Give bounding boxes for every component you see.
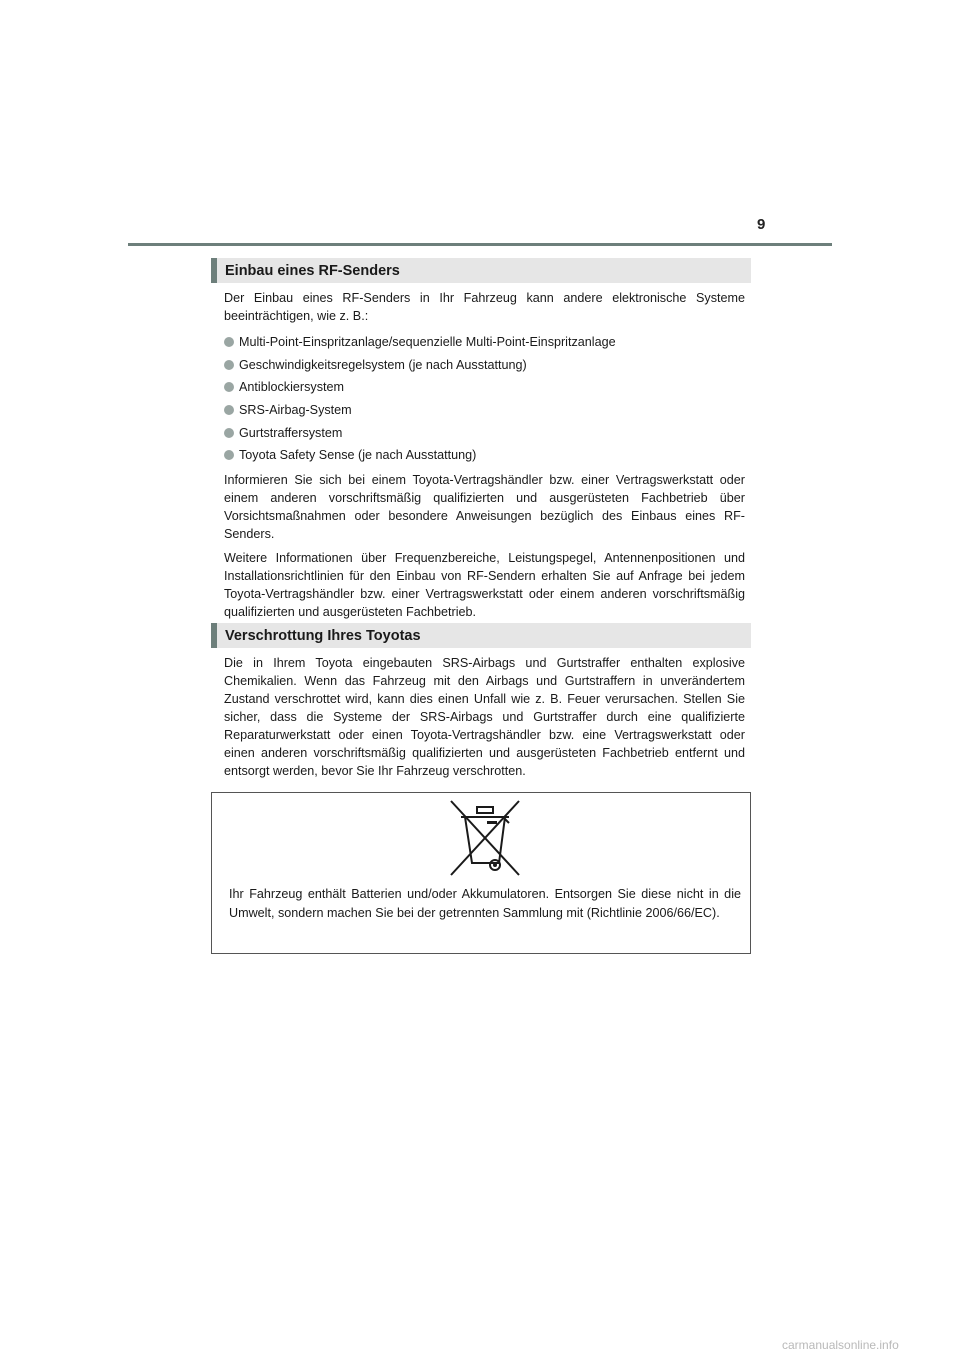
section-title: Verschrottung Ihres Toyotas bbox=[225, 627, 421, 644]
paragraph: Informieren Sie sich bei einem Toyota-Vertragshändler bzw. einer Vertragswerkstatt oder einem anderen vorschriftsmäßig qualifizierten und ausgerüsteten Fachbetrieb über Vorsichtsmaßnahmen oder besondere Anweisungen bezüglich des Einbaus eines RF-Senders. bbox=[224, 472, 745, 541]
list-item: Antiblockiersystem bbox=[224, 376, 745, 399]
watermark: carmanualsonline.info bbox=[782, 1338, 899, 1352]
battery-disposal-notice bbox=[211, 792, 751, 954]
list-item: Toyota Safety Sense (je nach Ausstattung) bbox=[224, 444, 745, 467]
section-header-bar bbox=[211, 258, 217, 283]
intro-paragraph: Der Einbau eines RF-Senders in Ihr Fahrzeug kann andere elektronische Systeme beeinträchtigen, wie z. B.: bbox=[224, 291, 745, 323]
top-rule-divider bbox=[128, 243, 832, 246]
list-item: Gurtstraffersystem bbox=[224, 421, 745, 444]
section-title: Einbau eines RF-Senders bbox=[225, 262, 400, 279]
list-item: Multi-Point-Einspritzanlage/sequenzielle Multi-Point-Einspritzanlage bbox=[224, 331, 745, 354]
list-item: SRS-Airbag-System bbox=[224, 399, 745, 422]
bullet-icon bbox=[224, 428, 234, 438]
notice-text: Ihr Fahrzeug enthält Batterien und/oder Akkumulatoren. Entsorgen Sie diese nicht in die Umwelt, sondern machen Sie bei der getrennten Sammlung mit (Richtlinie 2006/66/EC). bbox=[229, 887, 741, 920]
bullet-icon bbox=[224, 405, 234, 415]
bullet-icon bbox=[224, 337, 234, 347]
section-body-rf-sender bbox=[224, 289, 745, 627]
paragraph: Die in Ihrem Toyota eingebauten SRS-Airbags und Gurtstraffer enthalten explosive Chemikalien. Wenn das Fahrzeug mit den Airbags und Gurtstraffern in unverändertem Zustand verschrottet wird, kann dies einen Unfall wie z. B. Feuer verursachen. Stellen Sie sicher, dass die Systeme der SRS-Airbags und Gurtstraffer durch eine qualifizierte Reparaturwerkstatt oder einen Toyota-Vertragshändler bzw. eine Vertragswerkstatt oder einen anderen vorschriftsmäßig qualifizierten und ausgerüsteten Fachbetrieb entfernt und entsorgt werden, bevor Sie Ihr Fahrzeug verschrotten. bbox=[224, 656, 745, 778]
list-item: Geschwindigkeitsregelsystem (je nach Ausstattung) bbox=[224, 354, 745, 377]
bullet-icon bbox=[224, 450, 234, 460]
section-body-disposal bbox=[224, 654, 745, 786]
bullet-icon bbox=[224, 382, 234, 392]
crossed-out-wheelie-bin-icon bbox=[447, 797, 523, 879]
section-header-rf-sender bbox=[211, 258, 751, 283]
bullet-list bbox=[224, 331, 745, 467]
paragraph: Weitere Informationen über Frequenzbereiche, Leistungspegel, Antennenpositionen und Installationsrichtlinien für den Einbau von RF-Sendern erhalten Sie auf Anfrage bei jedem Toyota-Vertragshändler bzw. einer Vertragswerkstatt oder einem anderen vorschriftsmäßig qualifizierten und ausgerüsteten Fachbetrieb. bbox=[224, 550, 745, 619]
bullet-icon bbox=[224, 360, 234, 370]
section-header-bar bbox=[211, 623, 217, 648]
page-number: 9 bbox=[757, 216, 766, 233]
section-header-disposal bbox=[211, 623, 751, 648]
